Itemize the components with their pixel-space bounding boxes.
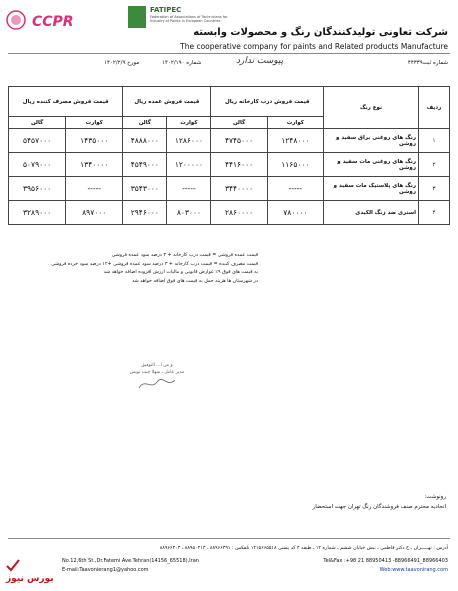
paint-type: استری ضد زنگ الکیدی [324, 201, 419, 225]
factory-gallon-price: ۴۴۱۶۰۰۰ [211, 153, 267, 177]
header-divider [8, 53, 450, 54]
attachment-note: پیوست ندارد [236, 56, 284, 66]
pricing-notes [18, 252, 258, 286]
ccpr-logo-text: CCPR [32, 14, 74, 30]
decorative-swoosh-icon [6, 558, 20, 572]
letter-date: مورخ ۱۴۰۲/۲/۹ [104, 60, 140, 66]
row-number: ۴ [419, 201, 450, 225]
footer-divider [8, 538, 450, 539]
paint-type: رنگ های پلاستیک مات سفید و روشن [324, 177, 419, 201]
paint-type: رنگ های روغنی مات سفید و روشن [324, 153, 419, 177]
wholesale-quart-price: ----- [167, 177, 211, 201]
factory-quart-price: ۱۲۴۸۰۰۰ [267, 129, 323, 153]
row-number: ۲ [419, 153, 450, 177]
fatipec-subtitle: Federation of Associations of Technicians for Industry of Paints in European Countries [150, 15, 228, 23]
footer-telfax: Tel&Fax :+98 21 88950413 -88966491_88966403 [323, 558, 448, 564]
carbon-copy [313, 492, 446, 512]
wholesale-quart-price: ۱۲۸۶۰۰۰ [167, 129, 211, 153]
header-consumer-quart: کوارت [66, 117, 123, 129]
header-paint-type: نوع رنگ [324, 87, 419, 129]
registration-number: شماره ثبت۴۴۳۳۹ [407, 60, 448, 66]
ccpr-logo [4, 4, 114, 34]
fatipec-mark-icon [128, 6, 146, 28]
consumer-gallon-price: ۵۴۵۷۰۰۰ [9, 129, 66, 153]
footer-website[interactable]: Web:www.taavonirang.com [379, 567, 448, 573]
header-row-number: ردیف [419, 87, 450, 129]
wholesale-gallon-price: ۲۹۴۶۰۰۰ [123, 201, 167, 225]
note-line: قیمت عمده فروشی = قیمت درب کارخانه + ۳ درصد سود عمده فروشی [111, 253, 258, 258]
header-wholesale-gallon: گالن [123, 117, 167, 129]
factory-gallon-price: ۲۸۶۰۰۰۰ [211, 201, 267, 225]
factory-quart-price: ----- [267, 177, 323, 201]
factory-gallon-price: ۳۴۴۰۰۰۰ [211, 177, 267, 201]
factory-quart-price: ۱۱۶۵۰۰۰ [267, 153, 323, 177]
cc-label: رونوشت: [424, 494, 446, 500]
table-row [9, 153, 450, 177]
signature-stamp [128, 362, 186, 410]
header-wholesale-quart: کوارت [167, 117, 211, 129]
row-number: ۱ [419, 129, 450, 153]
signature-icon [137, 376, 177, 392]
consumer-quart-price: ۱۴۳۵۰۰۰ [66, 129, 123, 153]
cc-recipient: اتحادیه محترم صنف فروشندگان رنگ تهران جهت استحضار [312, 504, 446, 510]
header-consumer-gallon: گالن [9, 117, 66, 129]
header-factory-price: قیمت فروش درب کارخانه ریال [211, 87, 324, 117]
factory-quart-price: ۷۸۰۰۰۰ [267, 201, 323, 225]
stamp-line: مدیر عامل ـ شهلا چیت نویس [129, 370, 185, 375]
wholesale-gallon-price: ۴۸۸۸۰۰۰ [123, 129, 167, 153]
wholesale-gallon-price: ۴۵۴۹۰۰۰ [123, 153, 167, 177]
note-line: به قیمت های فوق ۹٪ عوارض قانونی و مالیات ارزش افزوده اضافه خواهد شد [103, 270, 258, 275]
header-factory-gallon: گالن [211, 117, 267, 129]
footer-email[interactable]: E-mail:Taavonierang1@yahoo.com [62, 567, 149, 573]
footer-address-en: No.12,6th St.,Dr.Fatemi Ave.Tehran(14156_65518),Iran [62, 558, 199, 564]
stamp-line: و من ا... التوفیق [141, 363, 173, 368]
table-row [9, 201, 450, 225]
wholesale-quart-price: ۸۰۳۰۰۰ [167, 201, 211, 225]
table-row [9, 129, 450, 153]
paint-type: رنگ های روغنی براق سفید و روشن [324, 129, 419, 153]
consumer-gallon-price: ۵۰۷۹۰۰۰ [9, 153, 66, 177]
consumer-gallon-price: ۳۲۸۹۰۰۰ [9, 201, 66, 225]
table-row [9, 177, 450, 201]
company-title-fa: شرکت تعاونی تولیدکنندگان رنگ و محصولات وابسته [193, 27, 448, 38]
consumer-gallon-price: ۳۹۵۶۰۰۰ [9, 177, 66, 201]
letter-number: شماره ۱۴۰۲/۱۹۰ [162, 60, 202, 66]
price-table [8, 86, 450, 225]
header-factory-quart: کوارت [267, 117, 323, 129]
row-number: ۳ [419, 177, 450, 201]
consumer-quart-price: ۱۳۴۰۰۰۰ [66, 153, 123, 177]
fatipec-name: FATIPEC [150, 6, 182, 14]
wholesale-quart-price: ۱۲۰۰۰۰۰ [167, 153, 211, 177]
note-line: قیمت مصرف کننده = قیمت درب کارخانه + ۳ درصد سود عمده فروشی +۱۲ درصد سود خرده فروشی [51, 261, 258, 267]
header-consumer-price: قیمت فروش مصرف کننده ریال [9, 87, 123, 117]
header-wholesale-price: قیمت فروش عمده ریال [123, 87, 211, 117]
wholesale-gallon-price: ۳۵۴۳۰۰۰ [123, 177, 167, 201]
consumer-quart-price: ۸۹۷۰۰۰ [66, 201, 123, 225]
consumer-quart-price: ----- [66, 177, 123, 201]
footer-address-fa: آدرس : تهـــــران ـ خ دکتر فاطمی ـ نبش خیابان ششم ـ شماره ۱۲ ـ طبقه ۴ کد پستی ۱۴۱۵۶۶۵۵۱۸ تلفکس : ۸۸۹۶۶۴۹۱ ـ ۸۸۹۵۰۴۱۳ ـ ۸۸۹۶۶۴۰۳ [159, 546, 448, 551]
note-line: در شهرستان ها هزینه حمل به قیمت های فوق اضافه خواهد شد [132, 278, 258, 284]
company-title-en: The cooperative company for paints and Related products Manufacture [180, 42, 448, 51]
bourse-news-watermark: بورس نیوز [6, 574, 54, 584]
factory-gallon-price: ۴۷۴۵۰۰۰ [211, 129, 267, 153]
